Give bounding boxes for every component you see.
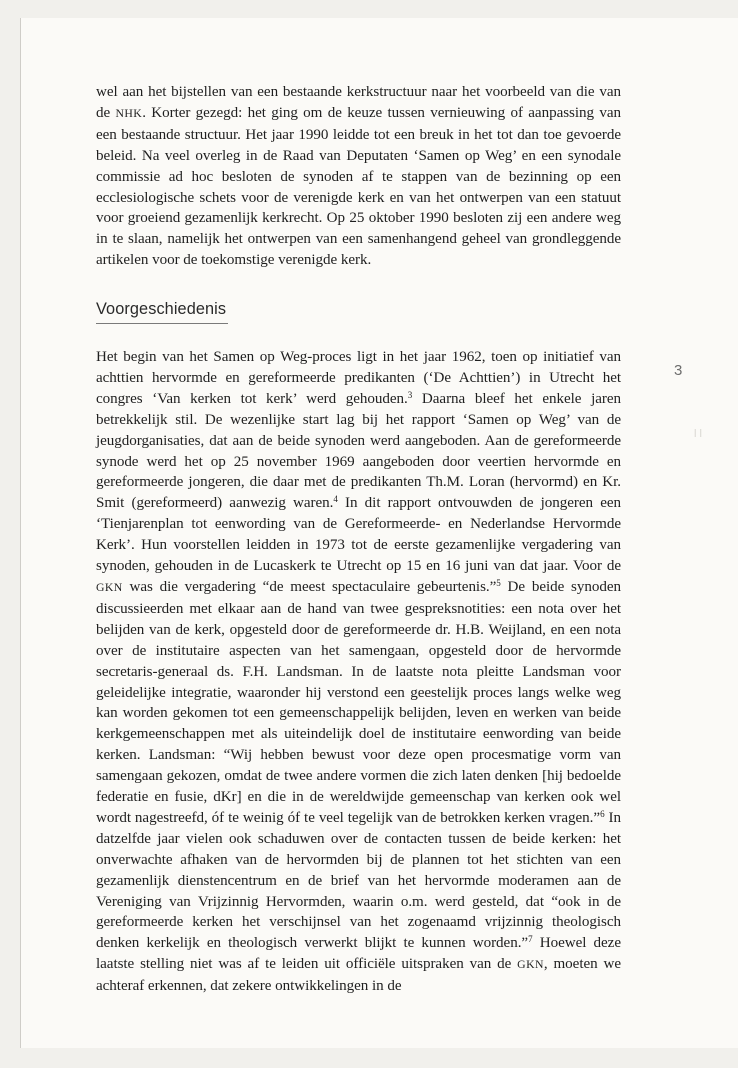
section-heading: Voorgeschiedenis bbox=[96, 300, 227, 318]
abbrev-gkn: GKN bbox=[517, 958, 544, 972]
history-text-3: In dit rapport ontvouwden de jongeren een ‘Tienjarenplan tot eenwording van de Gereformeerde- en Nederlandse Hervormde Kerk’. Hun voorstellen leidden in 1973 tot de eerste gezamenlijke vergadering van synoden, gehouden in de Lucaskerk te Utrecht op 15 en 16 juni van dat jaar. Voor de bbox=[96, 495, 621, 575]
history-text-2: Daarna bleef het enkele jaren betrekkelijk stil. De wezenlijke start lag bij het rapport ‘Samen op Weg’ van de jeugdorganisaties, dat aan de beide synoden werd aangeboden. Aan de gereformeerde synode werd het op 25 november 1969 aangeboden door veertien hervormde en gereformeerde jongeren, die daar met de predikanten Th.M. Loran (hervormd) en Kr. Smit (gereformeerd) aanwezig waren. bbox=[96, 390, 621, 512]
heading-underline bbox=[96, 323, 228, 324]
paragraph-history bbox=[96, 347, 621, 997]
paragraph-intro bbox=[96, 82, 621, 271]
footnote-ref-5: 5 bbox=[496, 578, 501, 588]
footnote-ref-7: 7 bbox=[528, 934, 533, 945]
margin-mark: l l bbox=[694, 428, 702, 440]
footnote-ref-3: 3 bbox=[407, 389, 413, 400]
paragraph-intro-text: wel aan het bijstellen van een bestaande kerkstructuur naar het voorbeeld van die van de bbox=[96, 84, 621, 121]
paragraph-intro-text-cont: . Korter gezegd: het ging om de keuze tussen vernieuwing of aanpassing van een bestaande structuur. Het jaar 1990 leidde tot een breuk in het tot dan toe gevoerde beleid. Na veel overleg in de Raad van Deputaten ‘Samen op Weg’ en een synodale commissie ad hoc besloten de synoden af te stappen van de bezinning op een ecclesiologische schets voor de verenigde kerk en van het ontwerpen van een statuut voor groeiend gezamenlijk kerkrecht. Op 25 oktober 1990 besloten zij een andere weg in te slaan, namelijk het ontwerpen van een samenhangend geheel van grondleggende artikelen voor de toekomstige verenigde kerk. bbox=[96, 104, 621, 269]
history-text-1: Het begin van het Samen op Weg-proces ligt in het jaar 1962, toen op initiatief van achttien hervormde en gereformeerde predikanten (‘De Achttien’) in Utrecht het congres ‘Van kerken tot kerk’ werd gehouden. bbox=[96, 349, 621, 407]
footnote-ref-4: 4 bbox=[333, 494, 338, 505]
abbrev-nhk: NHK bbox=[115, 106, 143, 120]
history-text-7: Hoewel deze laatste stelling niet was af te leiden uit officiële uitspraken van de bbox=[96, 935, 621, 973]
history-text-5: De beide synoden discussieerden met elkaar aan de hand van twee gespreksnotities: een nota over het belijden van de kerk, opgesteld door de gereformeerde dr. H.B. Weijland, en een nota over de institutaire aspecten van het samengaan, opgesteld door de hervormde secretaris-generaal ds. F.H. Landsman. In de laatste nota pleitte Landsman voor geleidelijke integratie, waaronder hij verstond een geestelijk proces langs welke weg kan worden gekomen tot een gemeenschappelijk belijden, leven en werken van beide kerkgemeenschappen met als uiteindelijk doel de institutaire eenwording van beide kerken. Landsman: “Wij hebben bewust voor deze open procesmatige vorm van samengaan gekozen, omdat de twee andere vormen die zich laten denken [hij bedoelde federatie en fusie, dKr] en die in de wereldwijde gemeenschap van kerken ook wel wordt nagestreefd, óf te weinig óf te veel tegelijk van de betrokken kerken vragen.” bbox=[96, 578, 621, 826]
history-text-8: , moeten we achteraf erkennen, dat zekere ontwikkelingen in de bbox=[96, 956, 622, 995]
history-text-4: was die vergadering “de meest spectaculaire gebeurtenis.” bbox=[122, 578, 497, 595]
history-text-6: In datzelfde jaar vielen ook schaduwen over de contacten tussen de beide kerken: het onverwachte afhaken van de hervormden bij de plannen tot het stichten van een gezamenlijk dienstencentrum en de brief van het hervormde moderamen aan de Vereniging van Vrijzinnig Hervormden, waarin o.m. werd gesteld, dat “ook in de gereformeerde kerken het verschijnsel van het zogenaamd vrijzinnig theologisch denken kerkelijk en theologisch verwerkt blijkt te kunnen worden.” bbox=[96, 809, 621, 952]
abbrev-gkn: GKN bbox=[96, 580, 123, 594]
page-number: 3 bbox=[674, 362, 683, 379]
footnote-ref-6: 6 bbox=[600, 808, 605, 819]
